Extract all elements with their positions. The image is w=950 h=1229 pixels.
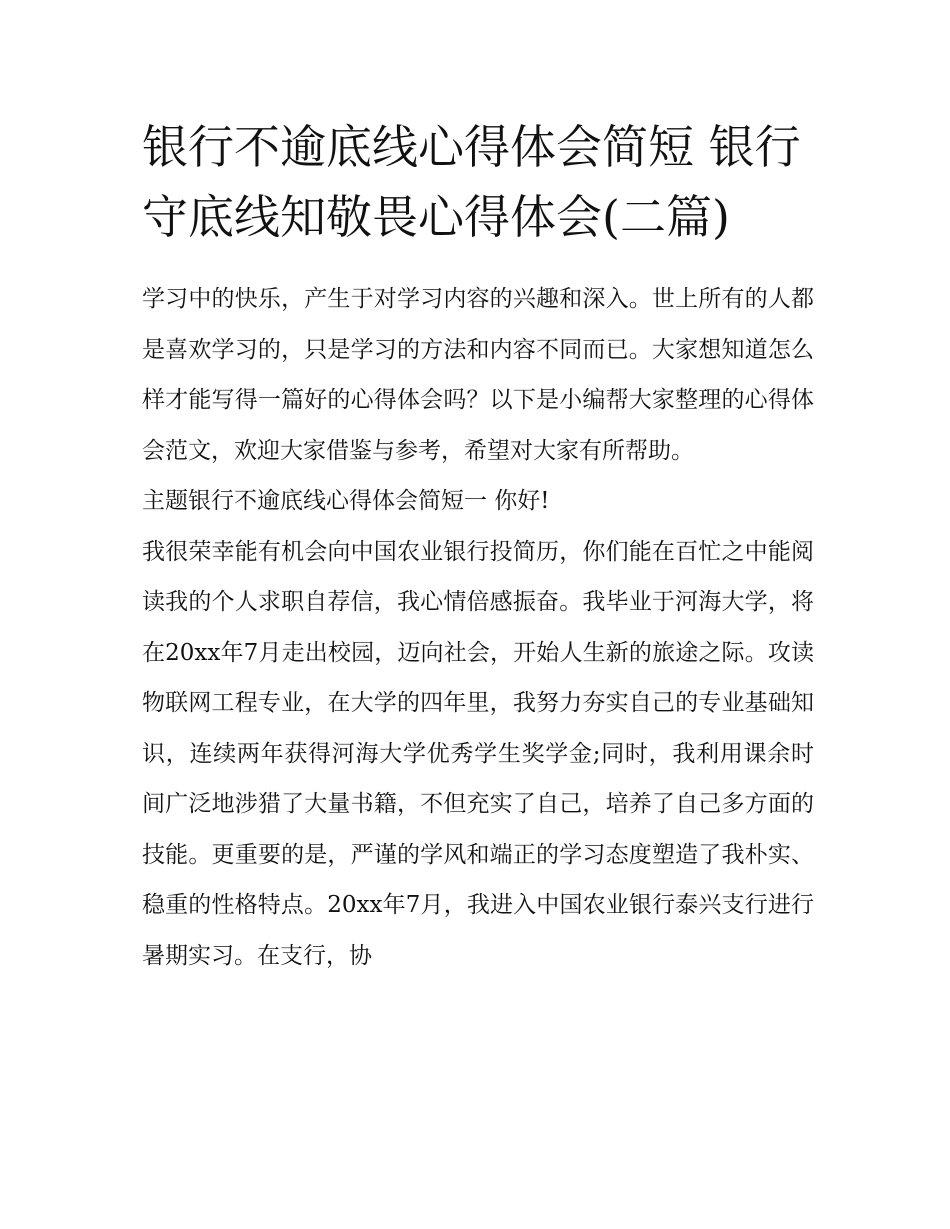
document-title: 银行不逾底线心得体会简短 银行守底线知敬畏心得体会(二篇) [142, 120, 801, 244]
document-page [142, 112, 814, 981]
paragraph-cover-letter: 我很荣幸能有机会向中国农业银行投简历，你们能在百忙之中能阅读我的个人求职自荐信，我心情倍感振奋。我毕业于河海大学，将在20xx年7月走出校园，迈向社会，开始人生新的旅途之际。攻读物联网工程专业，在大学的四年里，我努力夯实自己的专业基础知识，连续两年获得河海大学优秀学生奖学金;同时，我利用课余时间广泛地涉猎了大量书籍，不但充实了自己，培养了自己多方面的技能。更重要的是，严谨的学风和端正的学习态度塑造了我朴实、稳重的性格特点。20xx年7月，我进入中国农业银行泰兴支行进行暑期实习。在支行，协 [142, 538, 814, 969]
document-body [142, 274, 814, 981]
paragraph-topic-heading: 主题银行不逾底线心得体会简短一 你好! [142, 488, 550, 514]
paragraph-intro: 学习中的快乐，产生于对学习内容的兴趣和深入。世上所有的人都是喜欢学习的，只是学习的方法和内容不同而已。大家想知道怎么样才能写得一篇好的心得体会吗？以下是小编帮大家整理的心得体会范文，欢迎大家借鉴与参考，希望对大家有所帮助。 [142, 286, 814, 464]
